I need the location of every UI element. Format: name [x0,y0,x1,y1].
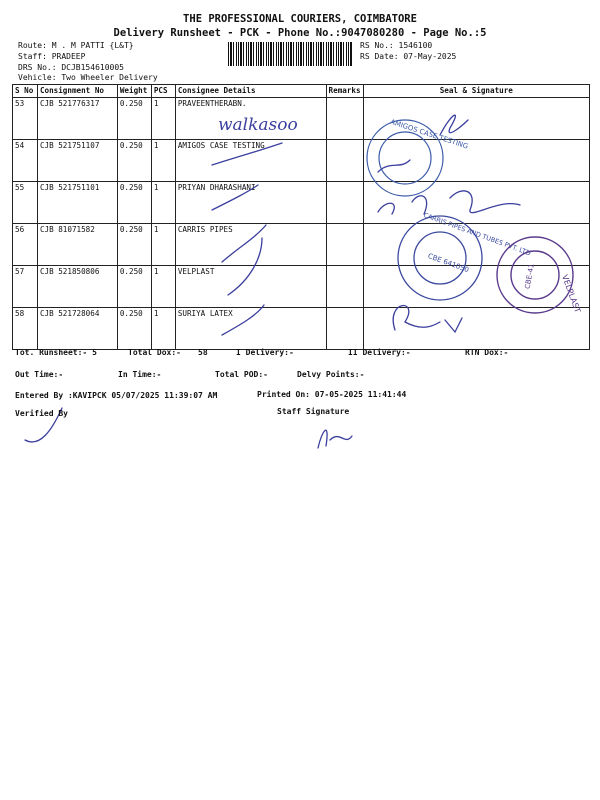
col-seal-signature: Seal & Signature [363,85,589,98]
row-pcs: 1 [151,98,175,140]
row-consignee: SURIYA LATEX [175,308,326,350]
entered-by: Entered By :KAVIPCK 05/07/2025 11:39:07 AM [15,391,218,400]
staff-label: Staff: PRADEEP [18,52,86,61]
table-row [13,140,590,182]
total-pod: Total POD:- [215,370,268,379]
delvy-points: Delvy Points:- [297,370,365,379]
route-label: Route: M . M PATTI {L&T} [18,41,134,50]
out-time: Out Time:- [15,370,64,379]
runsheet-table [12,84,590,350]
verified-by: Verified By [15,409,68,418]
row-consignee: VELPLAST [175,266,326,308]
printed-on: Printed On: 07-05-2025 11:41:44 [257,390,407,399]
table-header-row [13,85,590,98]
row-pcs: 1 [151,140,175,182]
tot-runsheet: Tot. Runsheet:- 5 [15,348,97,357]
row-sno: 55 [13,182,38,224]
row-consignee: AMIGOS CASE TESTING [175,140,326,182]
row-consignee: PRIYAN DHARASHANI [175,182,326,224]
row-remarks [326,266,363,308]
row-sno: 53 [13,98,38,140]
col-weight: Weight [117,85,151,98]
rtn-dox: RTN Dox:- [465,348,509,357]
total-dox-label: Total Dox:- [128,348,181,357]
row-sno: 58 [13,308,38,350]
in-time: In Time:- [118,370,162,379]
row-pcs: 1 [151,266,175,308]
col-sno: S No [13,85,38,98]
row-consignment: CJB 81071582 [37,224,117,266]
col-remarks: Remarks [326,85,363,98]
col-consignment-no: Consignment No [37,85,117,98]
table-row [13,266,590,308]
row-seal [363,98,589,140]
amigos-stamp-text: AMIGOS CASE TESTING [389,117,470,151]
rs-no-label: RS No.: 1546100 [360,41,433,50]
row-seal [363,224,589,266]
row53-handwritten-name: walkasoo [218,115,298,135]
table-row [13,224,590,266]
row-consignment: CJB 521751101 [37,182,117,224]
row-weight: 0.250 [117,140,151,182]
staff-signature-label: Staff Signature [277,407,350,416]
vehicle-label: Vehicle: Two Wheeler Delivery [18,73,158,82]
row-pcs: 1 [151,308,175,350]
row-consignment: CJB 521751107 [37,140,117,182]
row-weight: 0.250 [117,224,151,266]
company-title: THE PROFESSIONAL COURIERS, COIMBATORE [183,13,417,25]
row-consignment: CJB 521728064 [37,308,117,350]
carris-stamp-center: CBE 641050 [426,252,470,275]
barcode [228,42,352,66]
row-remarks [326,224,363,266]
row-weight: 0.250 [117,308,151,350]
row-sno: 57 [13,266,38,308]
table-row [13,308,590,350]
total-dox-value: 58 [198,348,208,357]
row-remarks [326,182,363,224]
carris-stamp-text: CARRIS PIPES AND TUBES PVT. LTD [422,211,532,258]
row-pcs: 1 [151,224,175,266]
col-pcs: PCS [151,85,175,98]
row-remarks [326,98,363,140]
row-consignment: CJB 521850806 [37,266,117,308]
row-seal [363,266,589,308]
row-sno: 54 [13,140,38,182]
row-weight: 0.250 [117,182,151,224]
row-consignee: PRAVEENTHERABN. [175,98,326,140]
i-delivery: I Delivery:- [236,348,294,357]
drs-no-label: DRS No.: DCJB154610005 [18,63,124,72]
row-seal [363,182,589,224]
staff-signature-mark [318,430,352,448]
row-sno: 56 [13,224,38,266]
col-consignee-details: Consignee Details [175,85,326,98]
velplast-stamp-text: VELPLAST [560,273,583,315]
table-row [13,98,590,140]
velplast-stamp-center: CBE-41 [523,263,536,290]
rs-date-label: RS Date: 07-May-2025 [360,52,457,61]
row-seal [363,140,589,182]
row-consignment: CJB 521776317 [37,98,117,140]
row-remarks [326,140,363,182]
table-row [13,182,590,224]
row-weight: 0.250 [117,98,151,140]
row-remarks [326,308,363,350]
runsheet-subtitle: Delivery Runsheet - PCK - Phone No.:9047080280 - Page No.:5 [113,27,487,39]
row-weight: 0.250 [117,266,151,308]
ii-delivery: II Delivery:- [348,348,411,357]
row-seal [363,308,589,350]
row-pcs: 1 [151,182,175,224]
row-consignee: CARRIS PIPES [175,224,326,266]
